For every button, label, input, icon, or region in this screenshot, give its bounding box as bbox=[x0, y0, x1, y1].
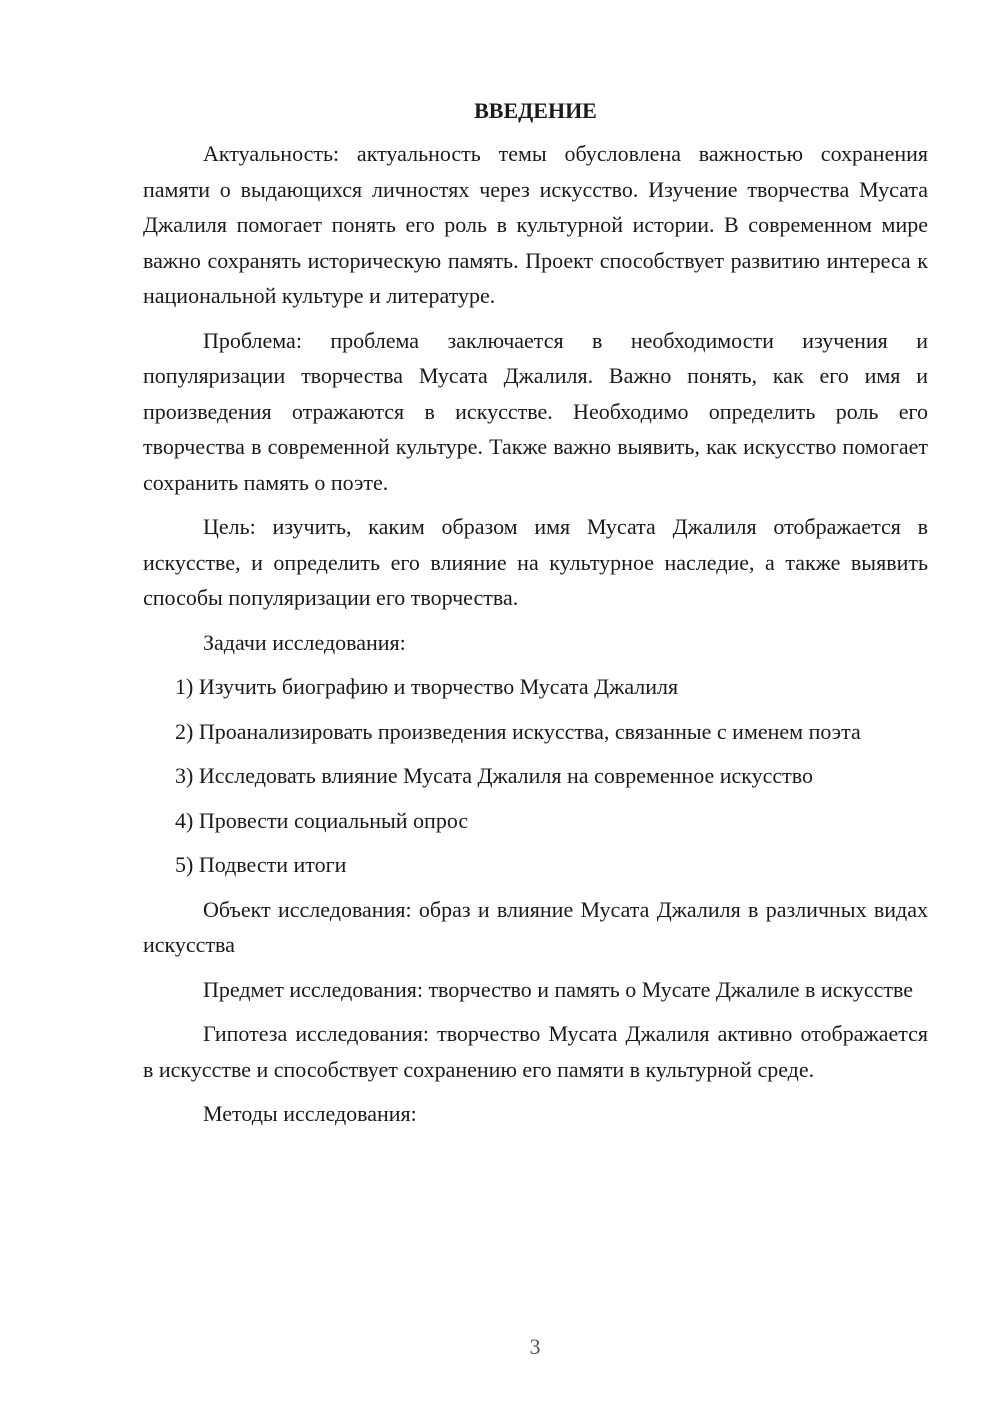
task-item: 1) Изучить биографию и творчество Мусата Джалиля bbox=[175, 674, 679, 699]
page-number: 3 bbox=[529, 1334, 541, 1359]
subject-paragraph: Предмет исследования: творчество и память о Мусате Джалиле в искусстве bbox=[203, 976, 913, 1002]
document-page bbox=[143, 96, 928, 1141]
task-item: 2) Проанализировать произведения искусства, связанные с именем поэта bbox=[175, 718, 861, 744]
relevance-paragraph: Актуальность: актуальность темы обусловлена важностью сохранения памяти о выдающихся личностях через искусство. Изучение творчества Мусата Джалиля помогает понять его роль в культурной истории. В современном мире важно сохранять историческую память. Проект способствует развитию интереса к национальной культуре и литературе. bbox=[143, 141, 928, 308]
tasks-heading: Задачи исследования: bbox=[203, 629, 406, 655]
object-paragraph: Объект исследования: образ и влияние Мусата Джалиля в различных видах искусства bbox=[143, 896, 928, 957]
methods-heading: Методы исследования: bbox=[203, 1101, 417, 1126]
page-title: ВВЕДЕНИЕ bbox=[474, 98, 597, 123]
problem-paragraph: Проблема: проблема заключается в необходимости изучения и популяризации творчества Мусата Джалиля. Важно понять, как его имя и произведения отражаются в искусстве. Необходимо определить роль его творчества в современной культуре. Также важно выявить, как искусство помогает сохранить память о поэте. bbox=[143, 327, 928, 495]
task-item: 4) Провести социальный опрос bbox=[175, 807, 469, 833]
hypothesis-paragraph: Гипотеза исследования: творчество Мусата Джалиля активно отображается в искусстве и способствует сохранению его памяти в культурной среде. bbox=[143, 1021, 928, 1082]
task-item: 3) Исследовать влияние Мусата Джалиля на современное искусство bbox=[175, 763, 814, 788]
goal-paragraph: Цель: изучить, каким образом имя Мусата Джалиля отображается в искусстве, и определить его влияние на культурное наследие, а также выявить способы популяризации его творчества. bbox=[143, 514, 928, 610]
task-item: 5) Подвести итоги bbox=[175, 852, 347, 877]
